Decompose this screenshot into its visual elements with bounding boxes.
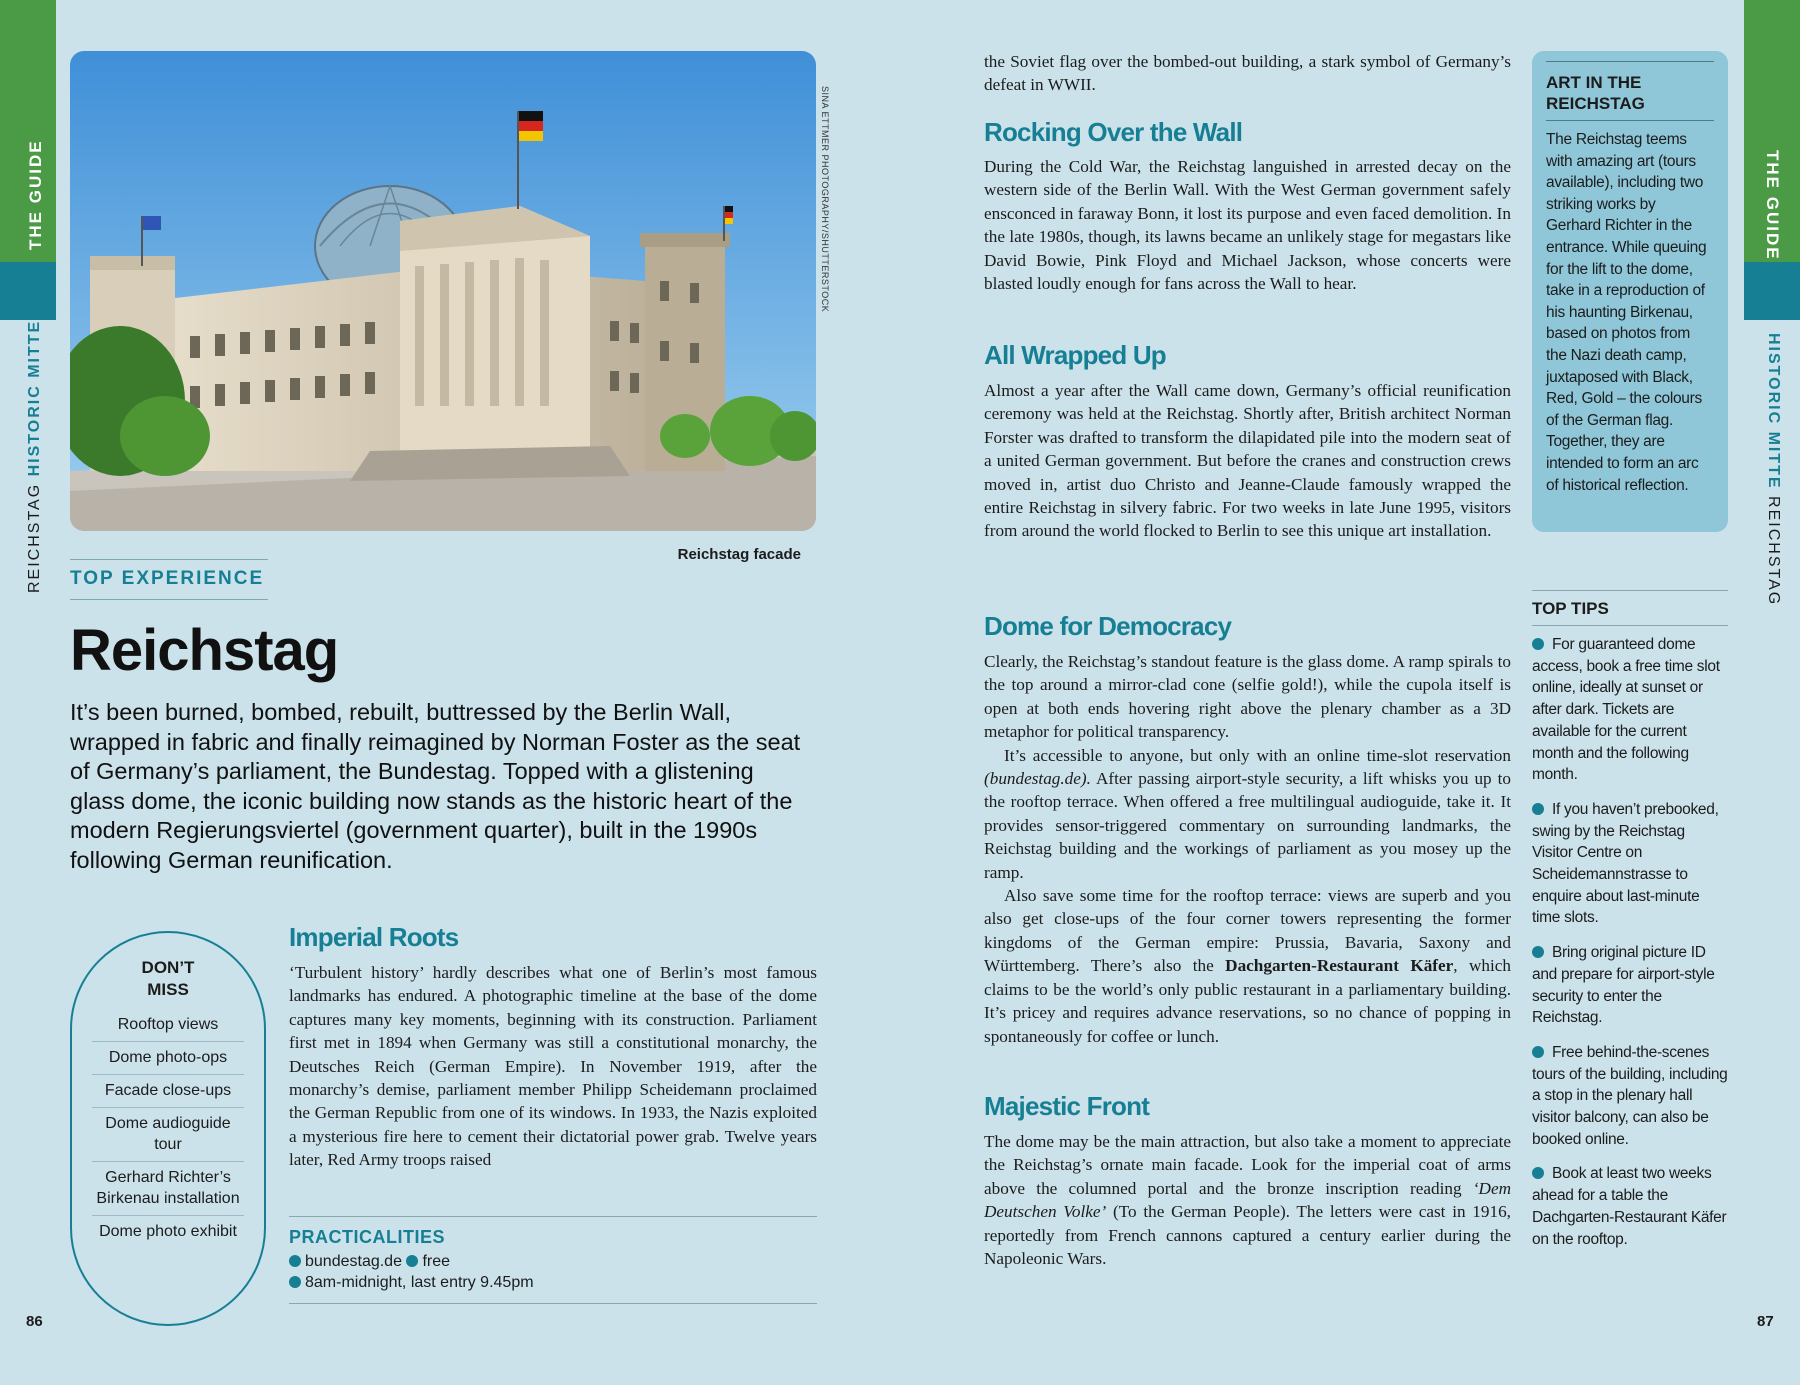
section-tag: TOP EXPERIENCE bbox=[70, 559, 268, 600]
website-link[interactable]: bundestag.de bbox=[305, 1253, 402, 1270]
page-number-left: 86 bbox=[26, 1313, 43, 1330]
breadcrumb-place: REICHSTAG bbox=[26, 482, 43, 593]
guide-tab-label: THE GUIDE bbox=[26, 139, 45, 250]
right-side-tab bbox=[1744, 0, 1800, 1385]
tip-item: Free behind-the-scenes tours of the building, including a stop in the plenary hall visitor balcony, can also be booked online. bbox=[1532, 1043, 1728, 1148]
photo-caption: Reichstag facade bbox=[677, 546, 801, 563]
bullet-icon bbox=[1532, 1167, 1544, 1179]
section-tab[interactable] bbox=[1744, 262, 1800, 320]
majestic-heading: Majestic Front bbox=[984, 1091, 1150, 1121]
breadcrumb-place: REICHSTAG bbox=[1765, 496, 1782, 607]
dont-miss-item: Dome photo-ops bbox=[92, 1041, 244, 1074]
bullet-icon bbox=[1532, 638, 1544, 650]
tip-item: For guaranteed dome access, book a free time slot online, ideally at sunset or after dark. Tickets are available for the current month and the following month. bbox=[1532, 636, 1720, 784]
photo-credit: SINA ETTMER PHOTOGRAPHY/SHUTTERSTOCK bbox=[820, 86, 830, 313]
bullet-icon bbox=[406, 1255, 418, 1267]
top-tips bbox=[1532, 590, 1728, 1263]
intro-paragraph: It’s been burned, bombed, rebuilt, buttressed by the Berlin Wall, wrapped in fabric and finally reimagined by Norman Foster as the seat of Germany’s parliament, the Bundestag. Topped with a glistening glass dome, the iconic building now stands as the historic heart of the modern Regierungsviertel (government quarter), built in the 1990s following German reunification. bbox=[70, 699, 801, 873]
practicalities-line bbox=[289, 1251, 817, 1272]
practicalities-box bbox=[289, 1216, 817, 1304]
page-number-right: 87 bbox=[1757, 1313, 1774, 1330]
rocking-heading: Rocking Over the Wall bbox=[984, 117, 1243, 147]
section-tab[interactable] bbox=[0, 262, 56, 320]
reichstag-photo bbox=[70, 51, 816, 531]
dome-heading: Dome for Democracy bbox=[984, 611, 1232, 641]
wrapped-heading: All Wrapped Up bbox=[984, 340, 1166, 370]
art-box-title: ART IN THE REICHSTAG bbox=[1546, 61, 1714, 121]
art-in-reichstag-box bbox=[1532, 51, 1728, 532]
dont-miss-title: DON’T MISS bbox=[141, 958, 195, 999]
page-title: Reichstag bbox=[70, 618, 339, 683]
dont-miss-item: Dome photo exhibit bbox=[92, 1215, 244, 1248]
restaurant-name: Dachgarten-Restaurant Käfer bbox=[1225, 956, 1454, 976]
breadcrumb-area: HISTORIC MITTE bbox=[26, 319, 43, 477]
bullet-icon bbox=[1532, 803, 1544, 815]
dont-miss-item: Dome audioguide tour bbox=[92, 1107, 244, 1161]
bullet-icon bbox=[1532, 1046, 1544, 1058]
dont-miss-item: Facade close-ups bbox=[92, 1074, 244, 1107]
practicalities-title: PRACTICALITIES bbox=[289, 1227, 446, 1247]
guide-tab-label: THE GUIDE bbox=[1763, 150, 1782, 261]
tip-item: Bring original picture ID and prepare for airport-style security to enter the Reichstag. bbox=[1532, 944, 1715, 1027]
majestic-text: The dome may be the main attraction, but also take a moment to appreciate the Reichstag’s ornate main facade. Look for the imperial coat of arms above the columned portal and the bronze inscription reading ‘Dem Deutschen Volke’ (To the German People). The letters were cast in 1916, reportedly from French cannons captured a century earlier during the Napoleonic Wars. bbox=[984, 1132, 1511, 1269]
imperial-roots-heading: Imperial Roots bbox=[289, 922, 459, 952]
art-box-text: The Reichstag teems with amazing art (tours available), including two striking works by Gerhard Richter in the entrance. While queuing for the lift to the dome, take in a reproduction of his haunting Birkenau, based on photos from the Nazi death camp, juxtaposed with Black, Red, Gold – the colours of the German flag. Together, they are intended to form an arc of historical reflection. bbox=[1546, 131, 1707, 494]
continued-text: the Soviet flag over the bombed-out building, a stark symbol of Germany’s defeat in WWII. bbox=[984, 52, 1511, 95]
tip-item: Book at least two weeks ahead for a table the Dachgarten-Restaurant Käfer on the rooftop. bbox=[1532, 1165, 1727, 1248]
practicalities-line bbox=[289, 1272, 817, 1293]
rocking-text: During the Cold War, the Reichstag languished in arrested decay on the western side of the Berlin Wall. With the West German government safely ensconced in faraway Bonn, it lost its purpose and even faced demolition. In the late 1980s, though, its lawns became an unlikely stage for megastars like David Bowie, Pink Floyd and Michael Jackson, whose concerts were blasted loudly enough for fans across the Wall to hear. bbox=[984, 157, 1511, 294]
wrapped-text: Almost a year after the Wall came down, Germany’s official reunification ceremony was held at the Reichstag. Shortly after, British architect Norman Forster was drafted to transform the dilapidated pile into the modern seat of a united German government. But before the cranes and construction crews moved in, artist duo Christo and Jeanne-Claude famously wrapped the entire Reichstag in silvery fabric. For two weeks in late June 1995, visitors from around the world flocked to Berlin to see this unique art installation. bbox=[984, 381, 1511, 541]
dont-miss-item: Rooftop views bbox=[117, 1016, 219, 1033]
top-tips-title: TOP TIPS bbox=[1532, 590, 1728, 626]
dont-miss-box bbox=[70, 931, 266, 1326]
bundestag-link[interactable]: (bundestag.de). bbox=[984, 769, 1091, 789]
hours-text: 8am-midnight, last entry 9.45pm bbox=[305, 1274, 534, 1291]
price-text: free bbox=[422, 1253, 451, 1270]
bullet-icon bbox=[289, 1255, 301, 1267]
bullet-icon bbox=[1532, 946, 1544, 958]
tip-item: If you haven’t prebooked, swing by the Reichstag Visitor Centre on Scheidemannstrasse to enquire about last-minute time slots. bbox=[1532, 800, 1719, 927]
bullet-icon bbox=[289, 1276, 301, 1288]
breadcrumb-area: HISTORIC MITTE bbox=[1765, 333, 1782, 490]
breadcrumb bbox=[1764, 333, 1782, 606]
left-side-tab bbox=[0, 0, 56, 1385]
dont-miss-item: Gerhard Richter’s Birkenau installation bbox=[92, 1161, 244, 1215]
dome-text: Clearly, the Reichstag’s standout feature is the glass dome. A ramp spirals to the top around a mirror-clad cone (selfie gold!), while the cupola itself is open at both ends hovering right above the plenary chamber as a 3D metaphor for political transparency. It’s accessible to anyone, but only with an online time-slot reservation (bundestag.de). After passing airport-style security, a lift whisks you up to the rooftop terrace. When offered a free multilingual audioguide, take it. It provides sensor-triggered commentary on surrounding landmarks, the Reichstag building and the workings of parliament as you mosey up the ramp. Also save some time for the rooftop terrace: views are superb and you also get close-ups of the four corner towers representing the former kingdoms of the German empire: Prussia, Bavaria, Saxony and Württemberg. There’s also the Dachgarten-Restaurant Käfer, which claims to be the world’s only public restaurant in a parliamentary building. It’s pricey and requires advance reservations, so no chance of popping in spontaneously for coffee or lunch. bbox=[984, 652, 1511, 1046]
imperial-roots-text: ‘Turbulent history’ hardly describes what one of Berlin’s most famous landmarks has endured. A photographic timeline at the base of the dome captures many key moments, beginning with its construction. Parliament first met in 1894 when Germany was still a constitutional monarchy, the Deutsches Reich (German Empire). In November 1919, after the monarchy’s demise, parliament member Philipp Scheidemann proclaimed the German Republic from one of its windows. In 1933, the Nazis exploited a mysterious fire here to cement their dictatorial power grab. Twelve years later, Red Army troops raised bbox=[289, 963, 817, 1170]
breadcrumb bbox=[26, 320, 44, 593]
